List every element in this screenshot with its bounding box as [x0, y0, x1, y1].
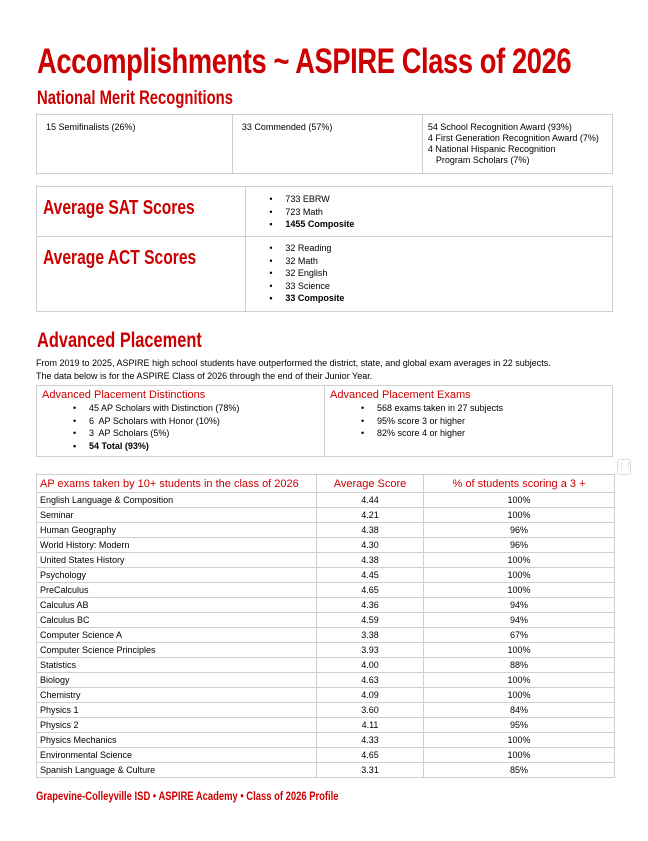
table-row: [37, 673, 615, 688]
exam-name-cell: Environmental Science: [37, 748, 317, 763]
ap-intro-line: From 2019 to 2025, ASPIRE high school students have outperformed the district, state, and global exam averages in 22 subjects.: [36, 358, 551, 368]
ap-exam-item: • 82% score 4 or higher: [377, 427, 607, 440]
ap-exam-item: • 95% score 3 or higher: [377, 415, 607, 428]
drag-handle-icon[interactable]: ⋮⋮: [617, 459, 631, 475]
ap-distinction-item: • 3 AP Scholars (5%): [89, 427, 319, 440]
percent-3-plus-cell: 100%: [424, 643, 615, 658]
table-row: [37, 703, 615, 718]
act-score-item: • 32 Math: [285, 255, 611, 268]
average-score-cell: 3.38: [317, 628, 424, 643]
ap-exam-results-table: [36, 474, 615, 778]
act-score-item: • 32 English: [285, 267, 611, 280]
ap-exams-cell: [325, 386, 613, 457]
recognition-award-line: 54 School Recognition Award (93%): [427, 122, 572, 132]
average-score-cell: 3.93: [317, 643, 424, 658]
column-header-exam: AP exams taken by 10+ students in the class of 2026: [37, 475, 317, 493]
exam-name-cell: Human Geography: [37, 523, 317, 538]
footer: Grapevine-Colleyville ISD • ASPIRE Academy • Class of 2026 Profile: [36, 791, 339, 803]
exam-name-cell: United States History: [37, 553, 317, 568]
exam-name-cell: Physics 2: [37, 718, 317, 733]
sat-score-item: • 733 EBRW: [285, 193, 611, 206]
exam-name-cell: PreCalculus: [37, 583, 317, 598]
table-row: [37, 598, 615, 613]
ap-intro-paragraph: [36, 357, 626, 383]
exam-name-cell: World History: Modern: [37, 538, 317, 553]
exam-name-cell: Computer Science A: [37, 628, 317, 643]
column-header-percent-3-plus: % of students scoring a 3 +: [424, 475, 615, 493]
sat-score-list: [247, 193, 611, 231]
act-score-item: • 33 Science: [285, 280, 611, 293]
table-row: [37, 568, 615, 583]
exam-name-cell: Chemistry: [37, 688, 317, 703]
recognition-award-line: 4 National Hispanic Recognition: [427, 144, 556, 154]
ap-distinctions-list: [42, 402, 319, 452]
table-row: [37, 763, 615, 778]
average-score-cell: 4.44: [317, 493, 424, 508]
commended-cell: [232, 115, 422, 174]
average-score-cell: 4.36: [317, 598, 424, 613]
ap-distinctions-cell: [37, 386, 325, 457]
ap-intro-line: The data below is for the ASPIRE Class of 2026 through the end of their Junior Year.: [36, 371, 373, 381]
average-score-cell: 4.00: [317, 658, 424, 673]
sat-composite: • 1455 Composite: [285, 218, 611, 231]
percent-3-plus-cell: 100%: [424, 493, 615, 508]
exam-name-cell: Calculus AB: [37, 598, 317, 613]
table-row: [37, 613, 615, 628]
exam-name-cell: Computer Science Principles: [37, 643, 317, 658]
percent-3-plus-cell: 100%: [424, 553, 615, 568]
average-score-cell: 4.65: [317, 748, 424, 763]
table-row: [37, 748, 615, 763]
act-composite: • 33 Composite: [285, 292, 611, 305]
percent-3-plus-cell: 95%: [424, 718, 615, 733]
ap-exams-heading: Advanced Placement Exams: [330, 389, 471, 401]
national-merit-table: [36, 114, 613, 174]
recognition-award-line: 4 First Generation Recognition Award (7%): [427, 133, 599, 143]
average-score-cell: 4.21: [317, 508, 424, 523]
table-row: [37, 538, 615, 553]
recognition-awards-cell: [422, 115, 612, 174]
exam-name-cell: Physics 1: [37, 703, 317, 718]
percent-3-plus-cell: 96%: [424, 538, 615, 553]
act-label-cell: [37, 237, 246, 312]
table-row: [37, 493, 615, 508]
test-scores-table: [36, 186, 613, 312]
average-score-cell: 4.11: [317, 718, 424, 733]
average-score-cell: 3.31: [317, 763, 424, 778]
percent-3-plus-cell: 67%: [424, 628, 615, 643]
ap-exam-item: • 568 exams taken in 27 subjects: [377, 402, 607, 415]
ap-exams-list: [330, 402, 607, 440]
ap-distinctions-heading: Advanced Placement Distinctions: [42, 389, 206, 401]
exam-name-cell: Spanish Language & Culture: [37, 763, 317, 778]
table-row: [37, 718, 615, 733]
ap-distinction-total: • 54 Total (93%): [89, 440, 319, 453]
percent-3-plus-cell: 94%: [424, 598, 615, 613]
act-scores-cell: [246, 237, 613, 312]
sat-score-item: • 723 Math: [285, 206, 611, 219]
recognition-award-line: Program Scholars (7%): [435, 155, 530, 165]
exam-name-cell: Seminar: [37, 508, 317, 523]
table-row: [37, 583, 615, 598]
table-row: [37, 628, 615, 643]
national-merit-heading: National Merit Recognitions: [37, 88, 233, 109]
table-row: [37, 733, 615, 748]
percent-3-plus-cell: 100%: [424, 568, 615, 583]
percent-3-plus-cell: 84%: [424, 703, 615, 718]
exam-name-cell: Psychology: [37, 568, 317, 583]
percent-3-plus-cell: 100%: [424, 733, 615, 748]
average-score-cell: 4.30: [317, 538, 424, 553]
sat-label: Average SAT Scores: [43, 197, 195, 219]
percent-3-plus-cell: 100%: [424, 688, 615, 703]
average-score-cell: 4.38: [317, 553, 424, 568]
act-score-item: • 32 Reading: [285, 242, 611, 255]
advanced-placement-heading: Advanced Placement: [37, 329, 202, 352]
sat-label-cell: [37, 187, 246, 237]
exam-name-cell: Biology: [37, 673, 317, 688]
table-row: [37, 553, 615, 568]
percent-3-plus-cell: 100%: [424, 583, 615, 598]
column-header-average-score: Average Score: [317, 475, 424, 493]
ap-distinction-item: • 45 AP Scholars with Distinction (78%): [89, 402, 319, 415]
exam-table-body: [37, 493, 615, 778]
table-row: [37, 688, 615, 703]
percent-3-plus-cell: 100%: [424, 748, 615, 763]
average-score-cell: 4.63: [317, 673, 424, 688]
average-score-cell: 4.38: [317, 523, 424, 538]
average-score-cell: 3.60: [317, 703, 424, 718]
commended-text: 33 Commended (57%): [241, 122, 333, 132]
table-row: [37, 508, 615, 523]
sat-scores-cell: [246, 187, 613, 237]
percent-3-plus-cell: 85%: [424, 763, 615, 778]
act-label: Average ACT Scores: [43, 247, 197, 269]
average-score-cell: 4.09: [317, 688, 424, 703]
table-header-row: [37, 475, 615, 493]
exam-name-cell: English Language & Composition: [37, 493, 317, 508]
average-score-cell: 4.65: [317, 583, 424, 598]
percent-3-plus-cell: 88%: [424, 658, 615, 673]
percent-3-plus-cell: 96%: [424, 523, 615, 538]
ap-summary-table: [36, 385, 613, 457]
exam-name-cell: Statistics: [37, 658, 317, 673]
average-score-cell: 4.59: [317, 613, 424, 628]
percent-3-plus-cell: 100%: [424, 673, 615, 688]
percent-3-plus-cell: 100%: [424, 508, 615, 523]
exam-name-cell: Physics Mechanics: [37, 733, 317, 748]
semifinalists-cell: [37, 115, 233, 174]
table-row: [37, 658, 615, 673]
exam-name-cell: Calculus BC: [37, 613, 317, 628]
act-score-list: [247, 242, 611, 305]
semifinalists-text: 15 Semifinalists (26%): [46, 122, 136, 132]
percent-3-plus-cell: 94%: [424, 613, 615, 628]
ap-distinction-item: • 6 AP Scholars with Honor (10%): [89, 415, 319, 428]
average-score-cell: 4.45: [317, 568, 424, 583]
page-title: Accomplishments ~ ASPIRE Class of 2026: [37, 42, 572, 81]
table-row: [37, 523, 615, 538]
table-row: [37, 643, 615, 658]
average-score-cell: 4.33: [317, 733, 424, 748]
